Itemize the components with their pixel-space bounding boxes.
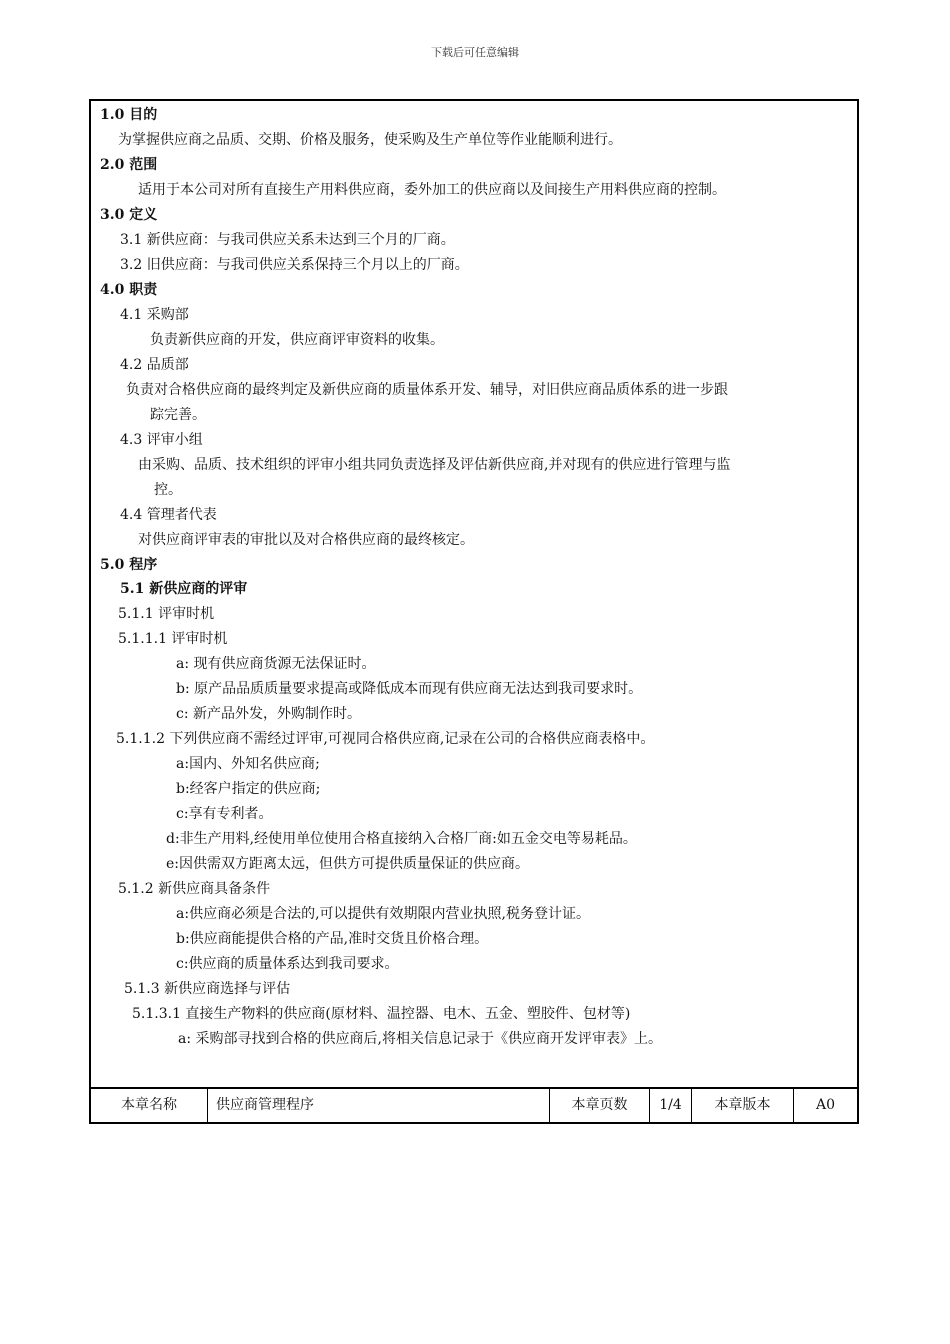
- section-2-text: 适用于本公司对所有直接生产用料供应商，委外加工的供应商以及间接生产用料供应商的控制。: [138, 182, 726, 198]
- procedure-5-1-3-1: 5.1.3.1 直接生产物料的供应商(原材料、温控器、电木、五金、塑胶件、包材等): [132, 1006, 631, 1022]
- procedure-5-1-1-2-c: c:享有专利者。: [176, 806, 273, 822]
- section-5-title: 5.0 程序: [100, 557, 158, 573]
- document-frame: [89, 99, 859, 1124]
- version-label: 本章版本: [692, 1089, 794, 1122]
- procedure-5-1-1-1-c: c: 新产品外发，外购制作时。: [176, 706, 362, 722]
- procedure-5-1-1-2-b: b:经客户指定的供应商;: [176, 781, 321, 797]
- section-3-title: 3.0 定义: [100, 207, 158, 223]
- footer-table: [91, 1087, 857, 1122]
- procedure-5-1-1-2-d: d:非生产用料,经使用单位使用合格直接纳入合格厂商:如五金交电等易耗品。: [166, 831, 637, 847]
- definition-3-2: 3.2 旧供应商：与我司供应关系保持三个月以上的厂商。: [120, 257, 469, 273]
- procedure-5-1-1: 5.1.1 评审时机: [118, 606, 215, 622]
- section-2-title: 2.0 范围: [100, 157, 158, 173]
- chapter-name-label: 本章名称: [91, 1089, 208, 1122]
- duty-4-3-title: 4.3 评审小组: [120, 432, 203, 448]
- page-count-label: 本章页数: [550, 1089, 650, 1122]
- duty-4-2-title: 4.2 品质部: [120, 357, 189, 373]
- duty-4-4-title: 4.4 管理者代表: [120, 507, 217, 523]
- duty-4-2-text-line2: 踪完善。: [150, 407, 206, 423]
- definition-3-1: 3.1 新供应商：与我司供应关系未达到三个月的厂商。: [120, 232, 455, 248]
- procedure-5-1-1-1-b: b: 原产品品质质量要求提高或降低成本而现有供应商无法达到我司要求时。: [176, 681, 643, 697]
- page-count-value: 1/4: [650, 1089, 692, 1122]
- procedure-5-1-title: 5.1 新供应商的评审: [120, 581, 248, 597]
- procedure-5-1-1-2-a: a:国内、外知名供应商;: [176, 756, 320, 772]
- procedure-5-1-2-a: a:供应商必须是合法的,可以提供有效期限内营业执照,税务登计证。: [176, 906, 590, 922]
- duty-4-1-text: 负责新供应商的开发，供应商评审资料的收集。: [150, 332, 444, 348]
- section-4-title: 4.0 职责: [100, 282, 158, 298]
- section-1-text: 为掌握供应商之品质、交期、价格及服务，使采购及生产单位等作业能顺利进行。: [118, 132, 622, 148]
- procedure-5-1-2: 5.1.2 新供应商具备条件: [118, 881, 271, 897]
- duty-4-3-text-line1: 由采购、品质、技术组织的评审小组共同负责选择及评估新供应商,并对现有的供应进行管理与监: [138, 457, 731, 473]
- procedure-5-1-2-c: c:供应商的质量体系达到我司要求。: [176, 956, 399, 972]
- header-note: 下载后可任意编辑: [431, 46, 519, 59]
- procedure-5-1-2-b: b:供应商能提供合格的产品,准时交货且价格合理。: [176, 931, 489, 947]
- section-1-title: 1.0 目的: [100, 107, 158, 123]
- duty-4-2-text-line1: 负责对合格供应商的最终判定及新供应商的质量体系开发、辅导，对旧供应商品质体系的进一步跟: [126, 382, 728, 398]
- procedure-5-1-1-2: 5.1.1.2 下列供应商不需经过评审,可视同合格供应商,记录在公司的合格供应商表格中。: [116, 731, 655, 747]
- procedure-5-1-1-1: 5.1.1.1 评审时机: [118, 631, 228, 647]
- duty-4-4-text: 对供应商评审表的审批以及对合格供应商的最终核定。: [138, 532, 474, 548]
- procedure-5-1-3: 5.1.3 新供应商选择与评估: [124, 981, 291, 997]
- duty-4-1-title: 4.1 采购部: [120, 307, 189, 323]
- version-value: A0: [815, 1097, 836, 1113]
- procedure-5-1-1-2-e: e:因供需双方距离太远，但供方可提供质量保证的供应商。: [166, 856, 530, 872]
- procedure-5-1-1-1-a: a: 现有供应商货源无法保证时。: [176, 656, 376, 672]
- procedure-5-1-3-1-a: a: 采购部寻找到合格的供应商后,将相关信息记录于《供应商开发评审表》上。: [178, 1031, 662, 1047]
- chapter-name-value: 供应商管理程序: [208, 1089, 550, 1122]
- duty-4-3-text-line2: 控。: [154, 482, 182, 498]
